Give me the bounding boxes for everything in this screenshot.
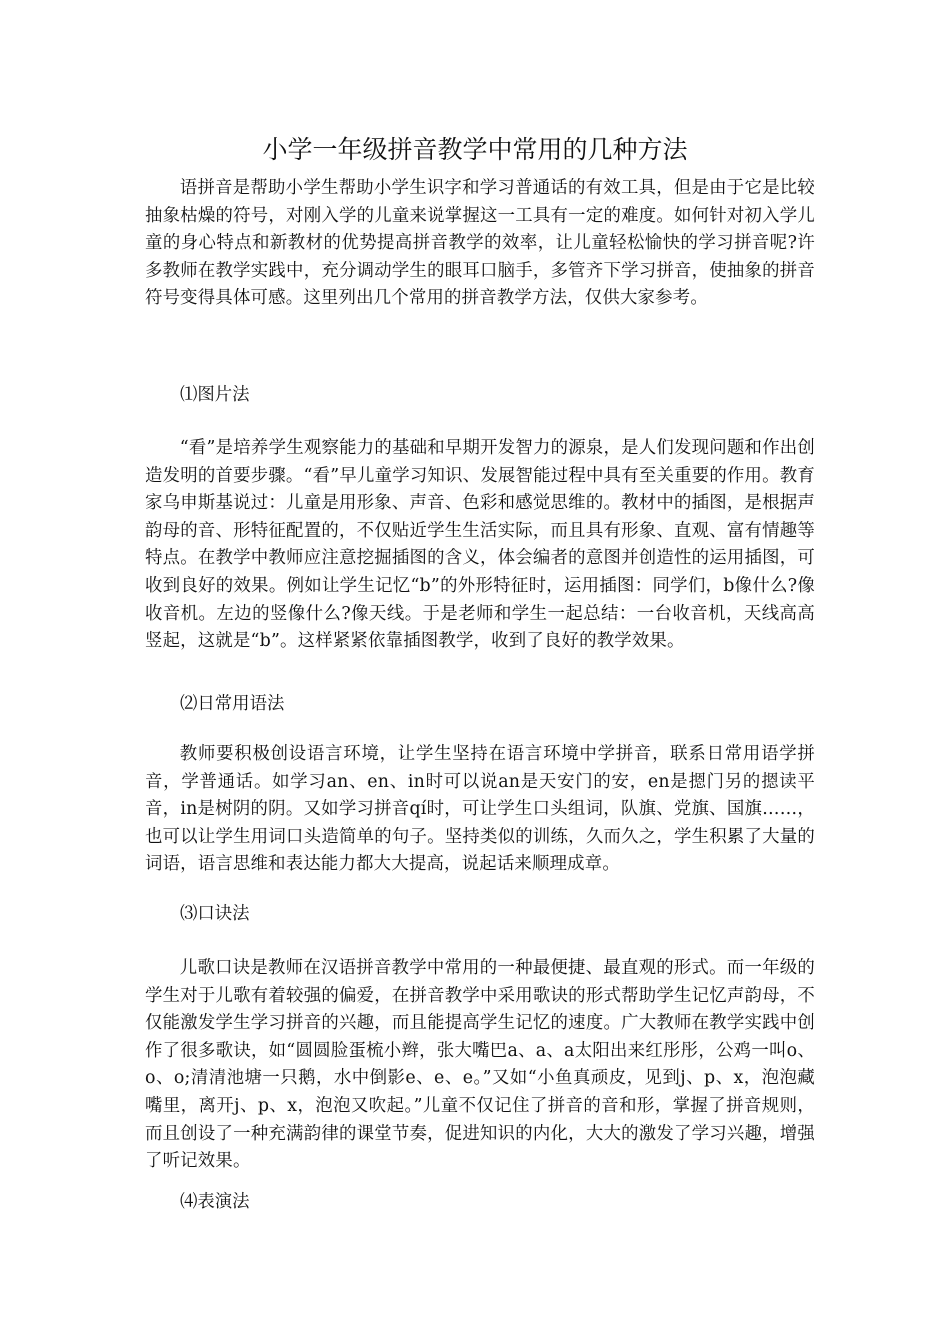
- section-heading-picture-method: ⑴图片法: [180, 385, 250, 405]
- section-body-rhyme-method: 儿歌口诀是教师在汉语拼音教学中常用的一种最便捷、最直观的形式。而一年级的学生对于儿歌有着较强的偏爱，在拼音教学中采用歌诀的形式帮助学生记忆声韵母，不仅能激发学生学习拼音的兴趣，而且能提高学生记忆的速度。广大教师在教学实践中创作了很多歌诀，如“圆圆脸蛋梳小辫，张大嘴巴a、a、a太阳出来红彤彤，公鸡一叫o、o、o;清清池塘一只鹅，水中倒影e、e、e。”又如“小鱼真顽皮，见到j、p、x，泡泡藏嘴里，离开j、p、x，泡泡又吹起。”儿童不仅记住了拼音的音和形，掌握了拼音规则，而且创设了一种充满韵律的课堂节奏，促进知识的内化，大大的激发了学习兴趣，增强了听记效果。: [145, 958, 815, 1172]
- section-body-daily-language-method: 教师要积极创设语言环境，让学生坚持在语言环境中学拼音，联系日常用语学拼音，学普通话。如学习an、en、in时可以说an是天安门的安，en是摁门另的摁读平音，in是树阴的阴。又如学习拼音qí时，可让学生口头组词，队旗、党旗、国旗……，也可以让学生用词口头造简单的句子。坚持类似的训练，久而久之，学生积累了大量的词语，语言思维和表达能力都大大提高，说起话来顺理成章。: [145, 744, 815, 875]
- section-heading-daily-language-method: ⑵日常用语法: [180, 694, 285, 714]
- section-heading-performance-method: ⑷表演法: [180, 1192, 250, 1212]
- section-heading-rhyme-method: ⑶口诀法: [180, 904, 250, 924]
- intro-paragraph: 语拼音是帮助小学生帮助小学生识字和学习普通话的有效工具，但是由于它是比较抽象枯燥的符号，对刚入学的儿童来说掌握这一工具有一定的难度。如何针对初入学儿童的身心特点和新教材的优势提高拼音教学的效率，让儿童轻松愉快的学习拼音呢?许多教师在教学实践中，充分调动学生的眼耳口脑手，多管齐下学习拼音，使抽象的拼音符号变得具体可感。这里列出几个常用的拼音教学方法，仅供大家参考。: [145, 178, 815, 309]
- section-body-picture-method: “看”是培养学生观察能力的基础和早期开发智力的源泉，是人们发现问题和作出创造发明的首要步骤。“看”早儿童学习知识、发展智能过程中具有至关重要的作用。教育家乌申斯基说过：儿童是用形象、声音、色彩和感觉思维的。教材中的插图，是根据声韵母的音、形特征配置的，不仅贴近学生生活实际，而且具有形象、直观、富有情趣等特点。在教学中教师应注意挖掘插图的含义，体会编者的意图并创造性的运用插图，可收到良好的效果。例如让学生记忆“b”的外形特征时，运用插图：同学们，b像什么?像收音机。左边的竖像什么?像天线。于是老师和学生一起总结：一台收音机，天线高高竖起，这就是“b”。这样紧紧依靠插图教学，收到了良好的教学效果。: [145, 438, 815, 652]
- document-title: 小学一年级拼音教学中常用的几种方法: [262, 135, 688, 164]
